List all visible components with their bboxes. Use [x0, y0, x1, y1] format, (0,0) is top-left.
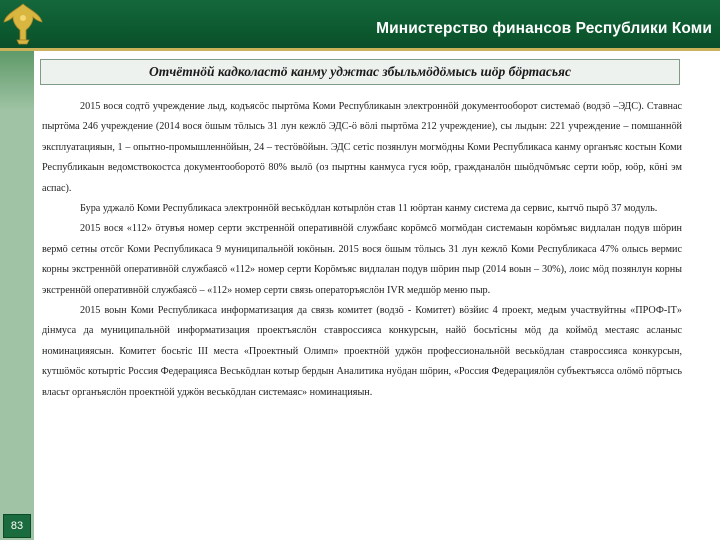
document-body — [42, 97, 682, 403]
header-divider — [0, 48, 720, 51]
page-number: 83 — [3, 514, 31, 538]
paragraph: 2015 вося содтӧ учреждение лыд, кодъясӧс пыртӧма Коми Республикаын электроннӧй документооборот системаӧ (водзӧ –ЭДС). Ставнас пыртӧма 246 учреждение (2014 вося ӧшым тӧлысь 31 лун кежлӧ ЭДС-ӧ вӧлі пыртӧма 212 учреждение), сы лыдын: 221 учреждение – помшаннӧй эксплуатацияын, 1 – опытно-промышленнӧйын, 24 – тестӧвӧйын. ЭДС сетіс позянлун могмӧдны Коми Республикаса канму органъяс костын Коми Республикаын ведомствокостса документооборотӧ 80% вылӧ (оз пыртны канмуса гуся юӧр, гражданалӧн шыӧдчӧмъяс серти юӧр, юӧр, кӧні эм аспас). — [42, 101, 682, 194]
komi-republic-emblem-icon — [0, 0, 46, 48]
side-bar — [0, 51, 34, 540]
header-bar — [0, 0, 720, 48]
page-title: Министерство финансов Республики Коми — [376, 20, 712, 37]
side-bar-shade — [0, 51, 34, 111]
section-subtitle: Отчётнӧй кадколастӧ канму уджтас збыльмӧдӧмысь шӧр бӧртасьяс — [40, 59, 680, 85]
paragraph: 2015 вося «112» ӧтувъя номер серти экстреннӧй оперативнӧй службаяс корӧмсӧ могмӧдан системаын корӧмъяс видлалан подув шӧрин вермӧ сетны отсӧг Коми Республикаса 9 муниципальнӧй юкӧнын. 2015 вося ӧшым тӧлысь 31 лун кежлӧ Коми Республикаса 47% олысь вермис корны экстреннӧй оперативнӧй службаясӧ «112» номер серти Корӧмъяс видлалан подув шӧрин пыр (2014 воын – 30%), лоис мӧд позянлун корны экстреннӧй оперативнӧй службаясӧ – «112» номер серти связь операторъяслӧн IVR медшӧр меню пыр. — [42, 223, 682, 296]
paragraph: Бура уджалӧ Коми Республикаса электроннӧй веськӧдлан котырлӧн став 11 юӧртан канму система да сервис, кытчӧ пырӧ 37 модуль. — [80, 203, 658, 215]
paragraph: 2015 воын Коми Республикаса информатизация да связь комитет (водзӧ - Комитет) вӧзйис 4 проект, медым участвуйтны «ПРОФ-IT» дінмуса да муниципальнӧй информатизация проектъяслӧн ставроссияса конкурсын, найӧ босьтісны мӧд да коймӧд местаяс асланыс номинацияясын. Комитет босьтіс III места «Проектный Олимп» проектнӧй уджӧн профессиональнӧй веськӧдлан ставроссияса конкурсын, кутшӧмӧс котыртіс Россия Федерацияса Веськӧдлан котыр бердын Аналитика нуӧдан шӧрин, «Россия Федерациялӧн субъектъясса олӧмӧ пӧртысь власьт органъяслӧн проектнӧй уджӧн веськӧдлан системаяс» номинацияын. — [42, 305, 682, 398]
